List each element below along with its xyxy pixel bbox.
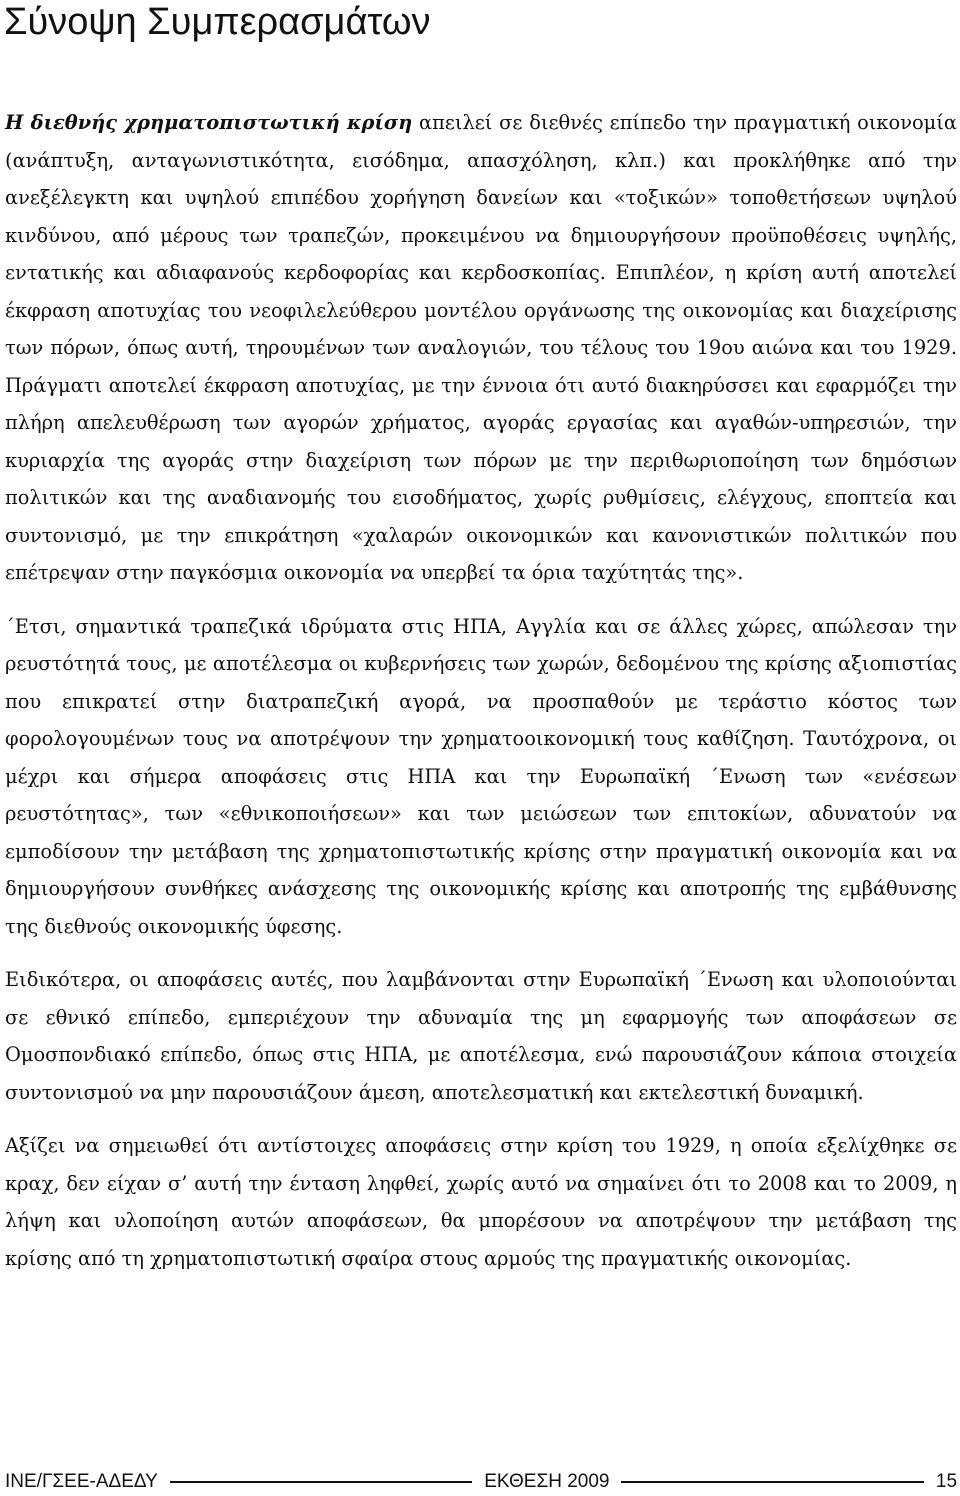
page-title: Σύνοψη Συμπερασμάτων [4, 1, 431, 43]
paragraph-4 [5, 1127, 957, 1277]
paragraph-text: Ειδικότερα, οι αποφάσεις αυτές, που λαμβάνονται στην Ευρωπαϊκή ΄Ενωση και υλοποιούνται σε εθνικό επίπεδο, εμπεριέχουν την αδυναμία της μη εφαρμογής των αποφάσεων σε Ομοσπονδιακό επίπεδο, όπως στις ΗΠΑ, με αποτέλεσμα, ενώ παρουσιάζουν κάποια στοιχεία συντονισμού να μην παρουσιάζουν άμεση, αποτελεσματική και εκτελεστική δυναμική. [5, 968, 957, 1104]
footer-report-title: ΕΚΘΕΣΗ 2009 [484, 1471, 610, 1492]
footer-page-number: 15 [935, 1471, 958, 1492]
paragraph-lead: Η διεθνής χρηματοπιστωτική κρίση [5, 111, 413, 134]
paragraph-3 [5, 961, 957, 1111]
paragraph-1 [5, 104, 957, 592]
footer-rule-right [621, 1481, 923, 1483]
document-body [5, 104, 957, 1293]
footer-rule-left [170, 1481, 472, 1483]
paragraph-text: ΄Ετσι, σημαντικά τραπεζικά ιδρύματα στις ΗΠΑ, Αγγλία και σε άλλες χώρες, απώλεσαν την ρευστότητά τους, με αποτέλεσμα οι κυβερνήσεις των χωρών, δεδομένου της κρίσης αξιοπιστίας που επικρατεί στην διατραπεζική αγορά, να προσπαθούν με τεράστιο κόστος των φορολογουμένων τους να αποτρέψουν την χρηματοοικονομική τους καθίζηση. Ταυτόχρονα, οι μέχρι και σήμερα αποφάσεις στις ΗΠΑ και την Ευρωπαϊκή ΄Ενωση των «ενέσεων ρευστότητας», των «εθνικοποιήσεων» και των μειώσεων των επιτοκίων, αδυνατούν να εμποδίσουν την μετάβαση της χρηματοπιστωτικής κρίσης στην πραγματική οικονομία και να δημιουργήσουν συνθήκες ανάσχεσης της οικονομικής κρίσης και αποτροπής της εμβάθυνσης της διεθνούς οικονομικής ύφεσης. [5, 614, 957, 938]
paragraph-text: Αξίζει να σημειωθεί ότι αντίστοιχες αποφάσεις στην κρίση του 1929, η οποία εξελίχθηκε σε κραχ, δεν είχαν σ’ αυτή την ένταση ληφθεί, χωρίς αυτό να σημαίνει ότι το 2008 και το 2009, η λήψη και υλοποίηση αυτών αποφάσεων, θα μπορέσουν να αποτρέψουν την μετάβαση της κρίσης από τη χρηματοπιστωτική σφαίρα στους αρμούς της πραγματικής οικονομίας. [5, 1134, 957, 1270]
footer-publisher: ΙΝΕ/ΓΣΕΕ-ΑΔΕΔΥ [5, 1471, 158, 1492]
page-footer [5, 1470, 957, 1494]
paragraph-2 [5, 608, 957, 946]
paragraph-text: απειλεί σε διεθνές επίπεδο την πραγματική οικονομία (ανάπτυξη, ανταγωνιστικότητα, εισόδημα, απασχόληση, κλπ.) και προκλήθηκε από την ανεξέλεγκτη και υψηλού επιπέδου χορήγηση δανείων και «τοξικών» τοποθετήσεων υψηλού κινδύνου, από μέρους των τραπεζών, προκειμένου να δημιουργήσουν προϋποθέσεις υψηλής, εντατικής και αδιαφανούς κερδοφορίας και κερδοσκοπίας. Επιπλέον, η κρίση αυτή αποτελεί έκφραση αποτυχίας του νεοφιλελεύθερου μοντέλου οργάνωσης της οικονομίας και διαχείρισης των πόρων, όπως αυτή, τηρουμένων των αναλογιών, του τέλους του 19ου αιώνα και του 1929. Πράγματι αποτελεί έκφραση αποτυχίας, με την έννοια ότι αυτό διακηρύσσει και εφαρμόζει την πλήρη απελευθέρωση των αγορών χρήματος, αγοράς εργασίας και αγαθών-υπηρεσιών, την κυριαρχία της αγοράς στην διαχείριση των πόρων με την περιθωριοποίηση των δημόσιων πολιτικών και της αναδιανομής του εισοδήματος, χωρίς ρυθμίσεις, ελέγχους, εποπτεία και συντονισμό, με την επικράτηση «χαλαρών οικονομικών και κανονιστικών πολιτικών που επέτρεψαν στην παγκόσμια οικονομία να υπερβεί τα όρια ταχύτητάς της». [5, 111, 957, 584]
